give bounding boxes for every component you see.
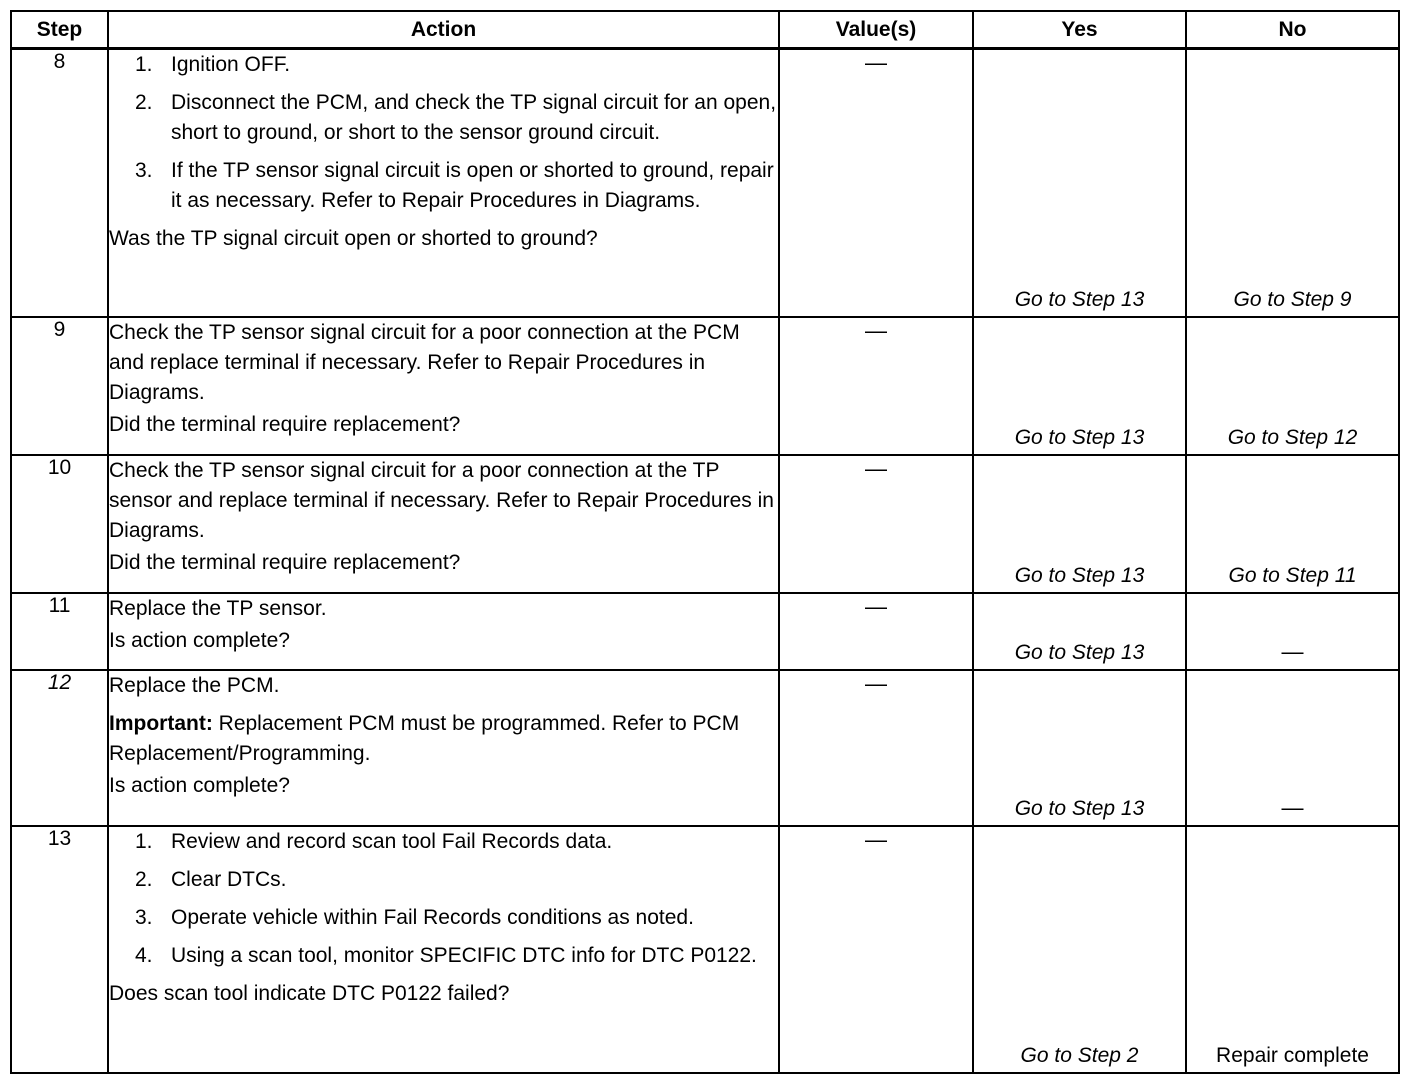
yes-result: Go to Step 13: [1014, 796, 1145, 820]
action-text: Check the TP sensor signal circuit for a poor connection at the TP sensor and replace terminal if necessary. Refer to Repair Procedures in Diagrams.: [109, 458, 774, 542]
header-yes: Yes: [973, 11, 1186, 49]
list-item: 2. Disconnect the PCM, and check the TP signal circuit for an open, short to ground, or short to the sensor ground circuit.: [135, 91, 777, 144]
action-text: Replace the PCM.: [109, 673, 280, 697]
no-result: Repair complete: [1216, 1043, 1369, 1067]
yes-result: Go to Step 13: [1014, 287, 1145, 311]
no-cell: [1186, 593, 1399, 670]
table-row: [11, 317, 1399, 455]
list-item: 2. Clear DTCs.: [135, 867, 287, 891]
header-row: [11, 11, 1399, 49]
yes-result: Go to Step 13: [1014, 640, 1145, 664]
yes-result: Go to Step 13: [1014, 425, 1145, 449]
yes-result: Go to Step 13: [1014, 563, 1145, 587]
values-cell: —: [779, 670, 973, 826]
action-question: Does scan tool indicate DTC P0122 failed?: [109, 981, 510, 1005]
yes-cell: [973, 455, 1186, 593]
header-no: No: [1186, 11, 1399, 49]
yes-cell: [973, 670, 1186, 826]
action-cell: [108, 593, 779, 670]
table-row: [11, 826, 1399, 1073]
action-question: Was the TP signal circuit open or shorted to ground?: [109, 227, 598, 250]
list-item: 1. Review and record scan tool Fail Records data.: [135, 829, 613, 853]
action-cell: [108, 826, 779, 1073]
action-list: [109, 50, 778, 216]
table-row: [11, 455, 1399, 593]
diagnostic-table: [10, 10, 1400, 1074]
action-question: Did the terminal require replacement?: [109, 550, 461, 574]
header-values: Value(s): [779, 11, 973, 49]
list-item: 3. Operate vehicle within Fail Records conditions as noted.: [135, 905, 694, 929]
list-item: 4. Using a scan tool, monitor SPECIFIC DTC info for DTC P0122.: [135, 943, 757, 967]
list-item: 1. Ignition OFF.: [135, 53, 291, 76]
yes-cell: [973, 826, 1186, 1073]
action-list: [109, 827, 778, 971]
no-cell: [1186, 455, 1399, 593]
no-result: Go to Step 9: [1233, 287, 1352, 311]
no-result: —: [1281, 794, 1304, 820]
no-result: —: [1281, 638, 1304, 664]
step-number: 8: [11, 49, 108, 317]
no-result: Go to Step 11: [1228, 563, 1357, 587]
values-cell: —: [779, 317, 973, 455]
action-text: Check the TP sensor signal circuit for a poor connection at the PCM and replace terminal if necessary. Refer to Repair Procedures in Diagrams.: [109, 320, 740, 404]
yes-cell: [973, 593, 1186, 670]
values-cell: —: [779, 593, 973, 670]
important-note: [109, 709, 778, 769]
step-number: 13: [11, 826, 108, 1073]
table-row: [11, 593, 1399, 670]
values-cell: —: [779, 826, 973, 1073]
yes-cell: [973, 317, 1186, 455]
values-cell: —: [779, 455, 973, 593]
no-result: Go to Step 12: [1227, 425, 1358, 449]
action-cell: [108, 455, 779, 593]
header-step: Step: [11, 11, 108, 49]
action-cell: [108, 49, 779, 317]
yes-cell: [973, 49, 1186, 317]
action-question: Did the terminal require replacement?: [109, 412, 461, 436]
no-cell: [1186, 826, 1399, 1073]
action-question: Is action complete?: [109, 628, 290, 652]
action-question: Is action complete?: [109, 773, 290, 797]
table-row: [11, 49, 1399, 317]
list-item: 3. If the TP sensor signal circuit is open or shorted to ground, repair it as necessary. Refer to Repair Procedures in Diagrams.: [135, 159, 774, 212]
step-number: 11: [11, 593, 108, 670]
yes-result: Go to Step 2: [1020, 1043, 1139, 1067]
important-label: Important:: [109, 711, 213, 735]
values-cell: —: [779, 49, 973, 317]
action-cell: [108, 670, 779, 826]
important-text: Replacement PCM must be programmed. Refer to PCM Replacement/Programming.: [109, 711, 740, 765]
step-number: 9: [11, 317, 108, 455]
action-text: Replace the TP sensor.: [109, 596, 327, 620]
no-cell: [1186, 670, 1399, 826]
no-cell: [1186, 49, 1399, 317]
step-number: 10: [11, 455, 108, 593]
no-cell: [1186, 317, 1399, 455]
table-row: [11, 670, 1399, 826]
step-number: 12: [11, 670, 108, 826]
header-action: Action: [108, 11, 779, 49]
action-cell: [108, 317, 779, 455]
